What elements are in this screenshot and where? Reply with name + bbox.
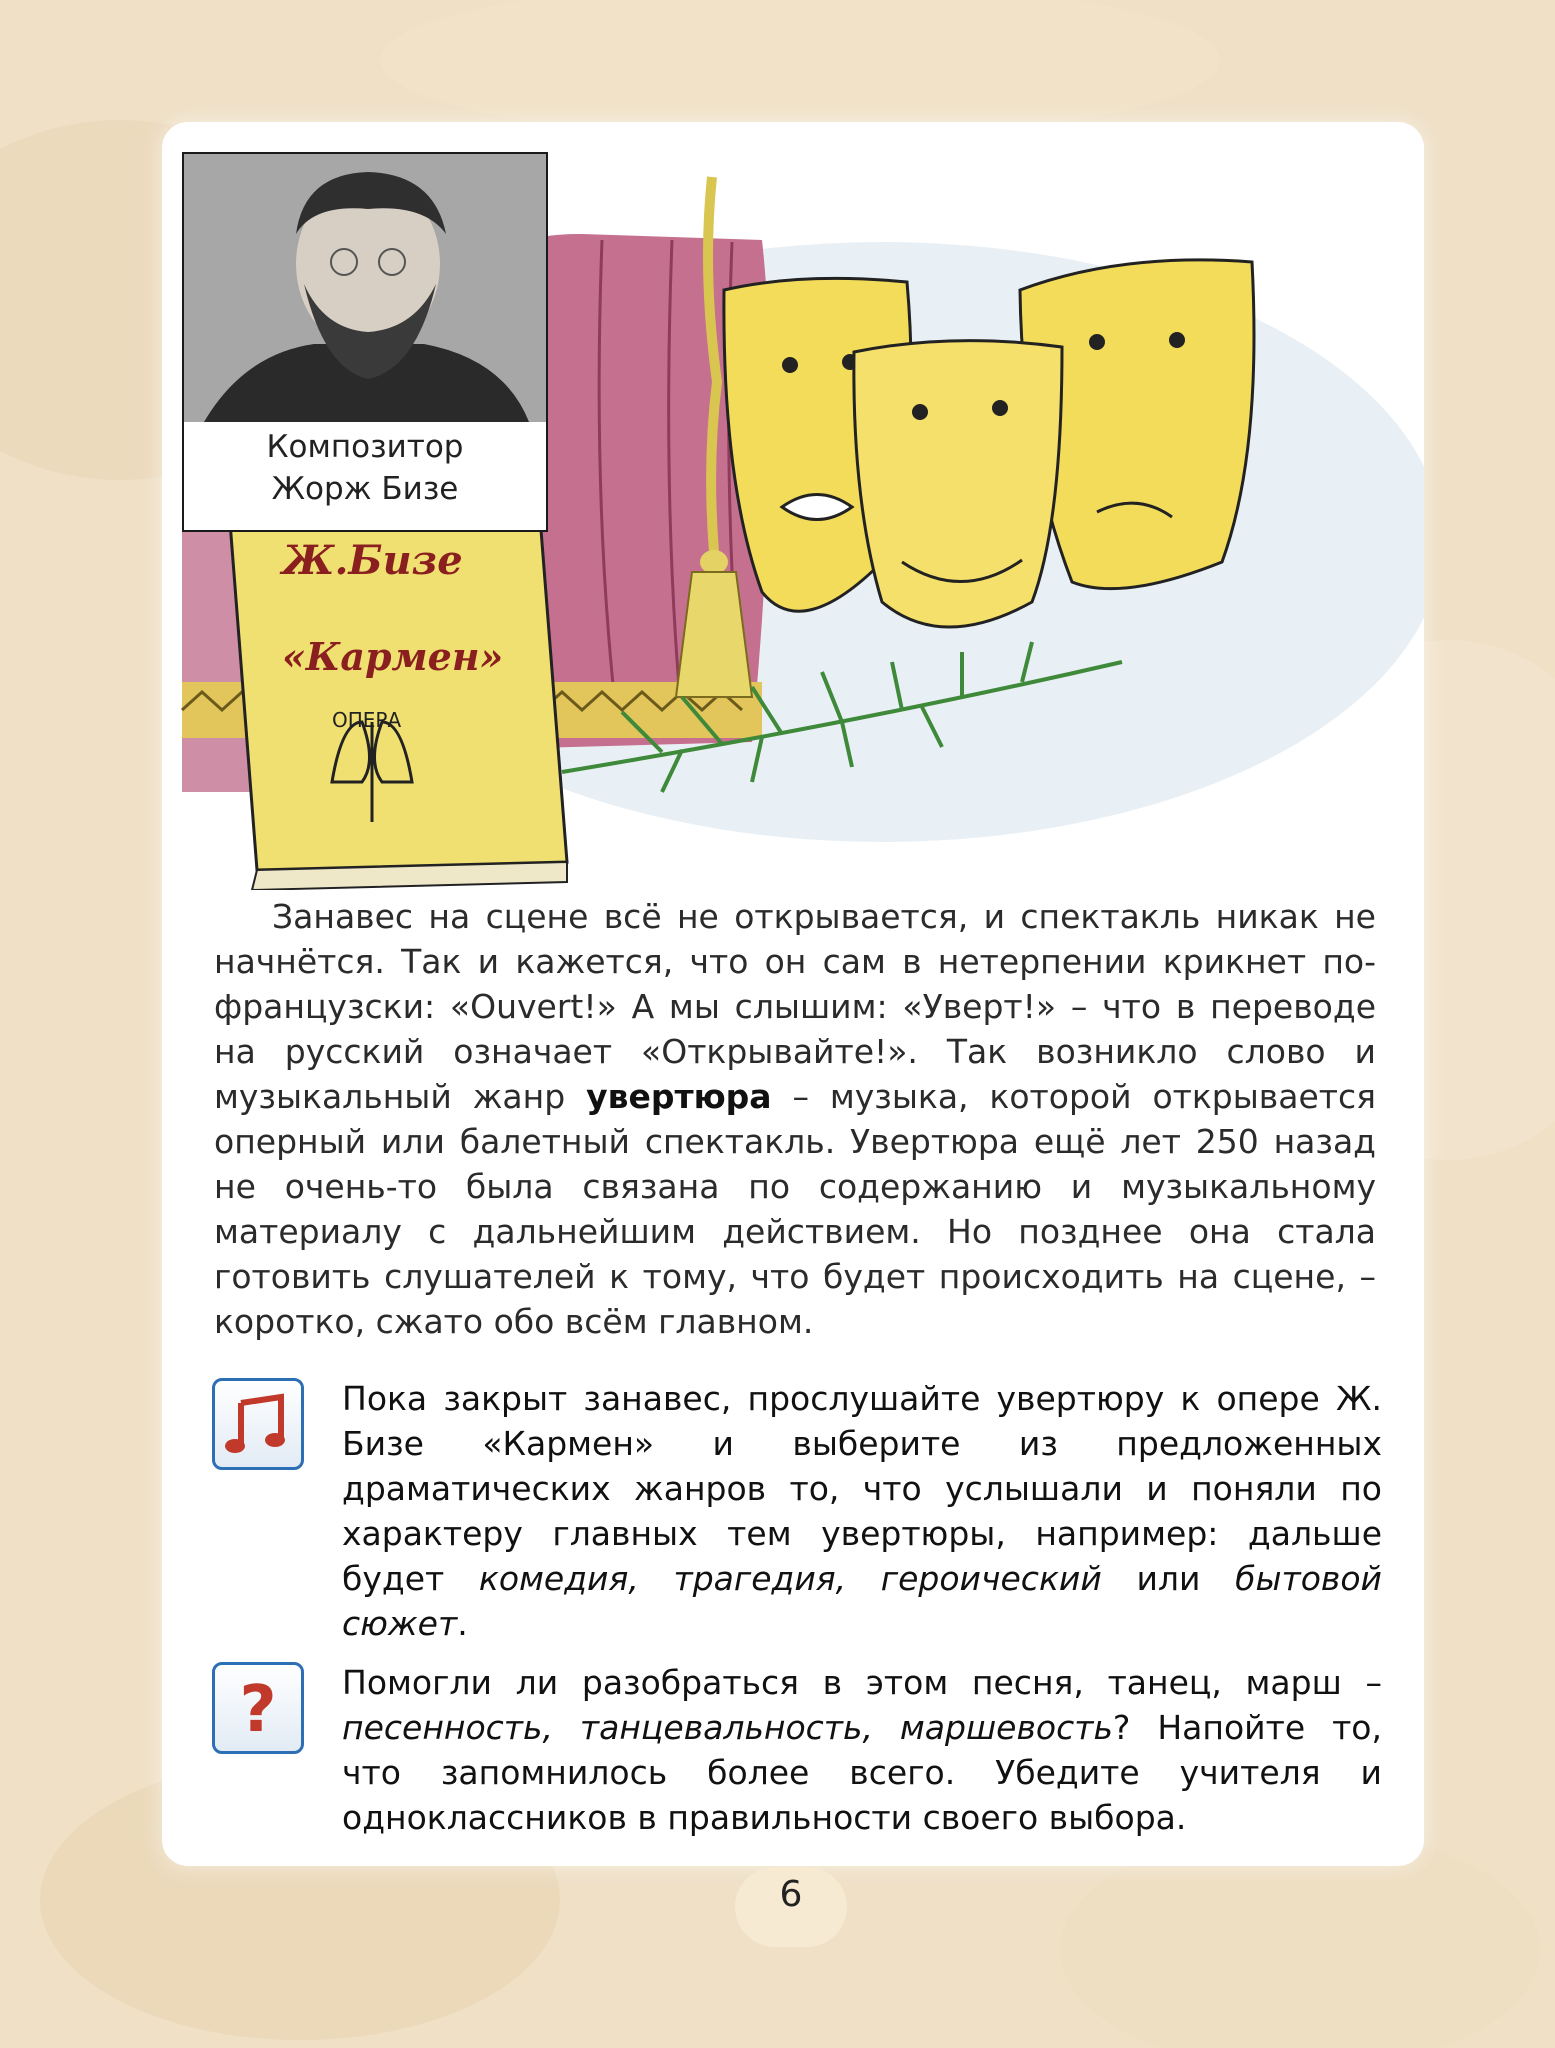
task1-text-b: или xyxy=(1101,1559,1236,1598)
overture-paragraph xyxy=(214,894,1376,1344)
page-number: 6 xyxy=(779,1874,803,1915)
caption-line-1: Композитор xyxy=(266,429,464,465)
book-title: «Кармен» xyxy=(282,634,504,679)
paragraph-text-start: Занавес на сцене всё не открывается, и спектакль никак не начнётся. Так и кажется, что он сам в нетерпении крикнет по-французски: «Ouvert!» А мы слышим: «Уверт!» – что в переводе на русский означает «Открывайте!». Так возникло слово и музыкальный жанр xyxy=(214,897,1376,1116)
task1-genres: комедия, трагедия, героический xyxy=(478,1559,1102,1598)
task1-text-c: . xyxy=(457,1604,468,1643)
book-author: Ж.Бизе xyxy=(282,537,463,584)
caption-line-2: Жорж Бизе xyxy=(271,471,459,507)
paragraph-text-end: – музыка, которой открывается оперный или балетный спектакль. Увертюра ещё лет 250 назад не очень-то была связана по содержанию и музыкальному материалу с дальнейшим действием. Но позднее она стала готовить слушателей к тому, что будет происходить на сцене, – коротко, сжато обо всём главном. xyxy=(214,1077,1376,1341)
task-question-text xyxy=(342,1660,1382,1840)
composer-portrait-frame xyxy=(182,152,548,532)
task-listen-text xyxy=(342,1376,1382,1646)
term-overture: увертюра xyxy=(586,1077,772,1116)
task-question xyxy=(212,1660,1382,1840)
task1-text-a: Пока закрыт занавес, прослушайте увертюру к опере Ж. Бизе «Кармен» и выберите из предложенных драматических жанров то, что услышали и поняли по характеру главных тем увертюры, например: дальше будет xyxy=(342,1379,1382,1598)
book-drawing xyxy=(230,517,567,890)
music-note-icon xyxy=(212,1378,304,1470)
portrait-caption xyxy=(184,426,546,510)
question-mark-icon xyxy=(212,1662,304,1754)
content-card xyxy=(162,122,1424,1866)
task2-italic: песенность, танцевальность, маршевость xyxy=(342,1708,1113,1747)
task2-text-a: Помогли ли разобраться в этом песня, танец, марш – xyxy=(342,1663,1382,1702)
task1-genre-last: бытовой сюжет xyxy=(342,1559,1382,1643)
task2-text-b: ? Напойте то, что запомнилось более всего. Убедите учителя и одноклассников в правильности своего выбора. xyxy=(342,1708,1382,1837)
book-genre: ОПЕРА xyxy=(332,708,402,732)
task-listen xyxy=(212,1376,1382,1643)
svg-text:?: ? xyxy=(239,1673,277,1747)
composer-portrait-photo xyxy=(184,154,546,422)
